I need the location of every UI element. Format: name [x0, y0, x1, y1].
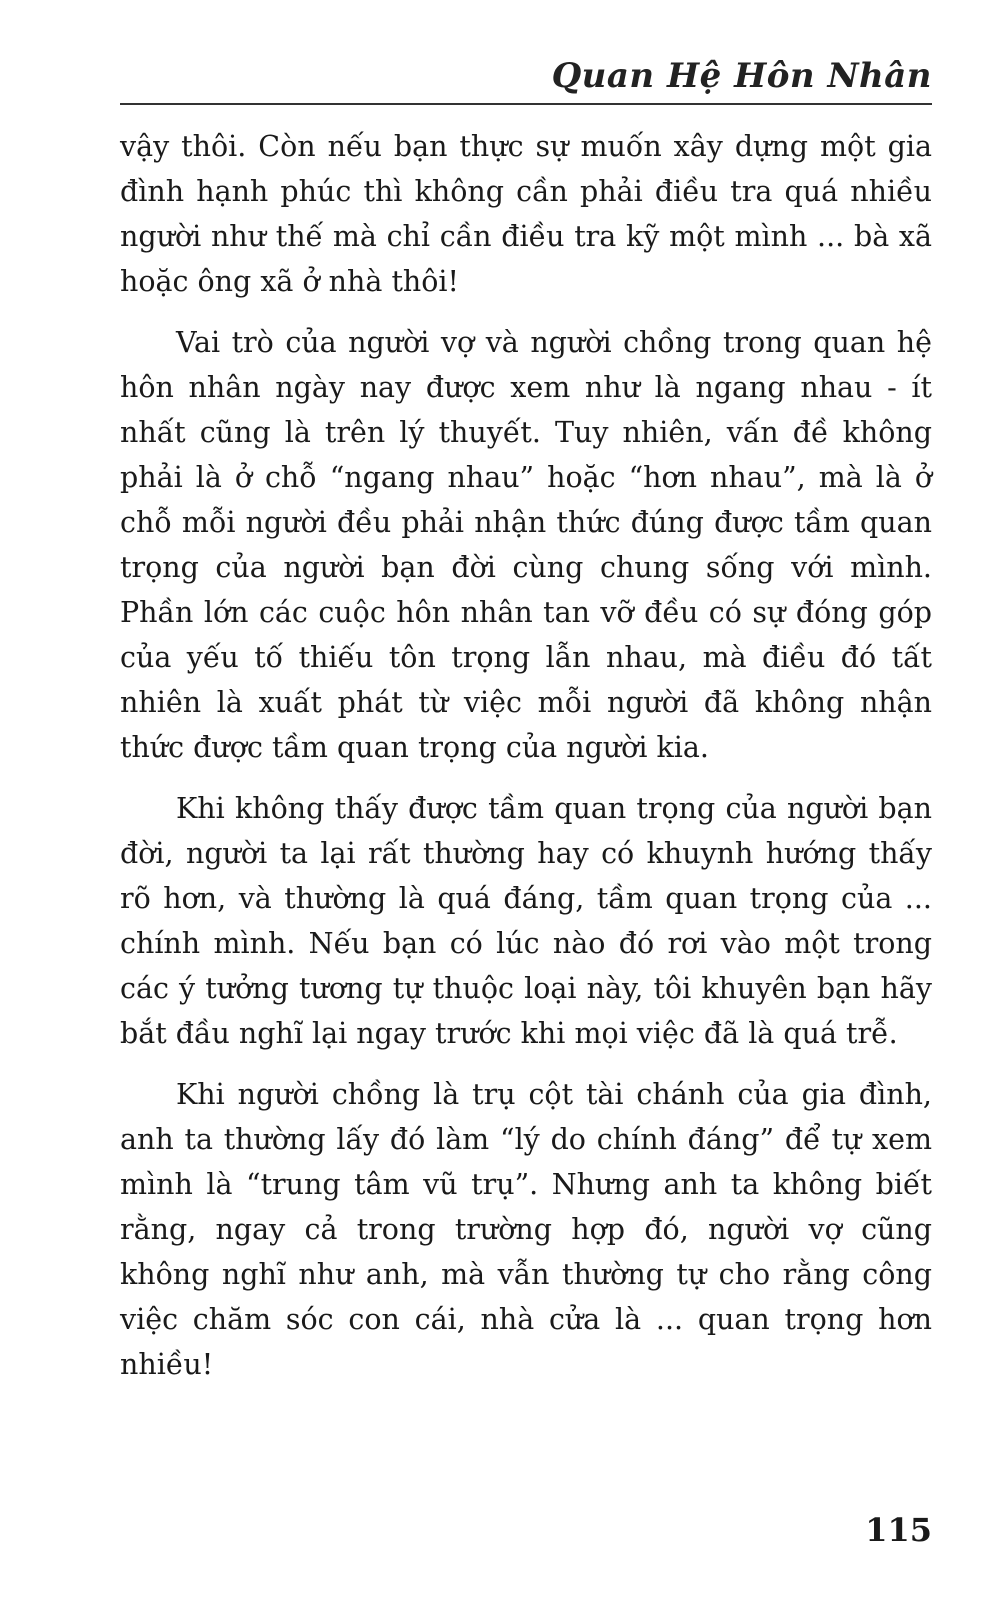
header-divider — [120, 103, 932, 105]
running-header-title: Quan Hệ Hôn Nhân — [551, 56, 932, 96]
paragraph-husband: Khi người chồng là trụ cột tài chánh của gia đình, anh ta thường lấy đó làm “lý do chính đáng” để tự xem mình là “trung tâm vũ trụ”. Nhưng anh ta không biết rằng, ngay cả trong trường hợp đó, người vợ cũng không nghĩ như anh, mà vẫn thường tự cho rằng công việc chăm sóc con cái, nhà cửa là ... quan trọng hơn nhiều! — [120, 1078, 932, 1381]
body-text — [120, 124, 932, 1403]
paragraph-continued: vậy thôi. Còn nếu bạn thực sự muốn xây dựng một gia đình hạnh phúc thì không cần phải điều tra quá nhiều người như thế mà chỉ cần điều tra kỹ một mình ... bà xã hoặc ông xã ở nhà thôi! — [120, 130, 932, 298]
paragraph-roles: Vai trò của người vợ và người chồng trong quan hệ hôn nhân ngày nay được xem như là ngang nhau - ít nhất cũng là trên lý thuyết. Tuy nhiên, vấn đề không phải là ở chỗ “ngang nhau” hoặc “hơn nhau”, mà là ở chỗ mỗi người đều phải nhận thức đúng được tầm quan trọng của người bạn đời cùng chung sống với mình. Phần lớn các cuộc hôn nhân tan vỡ đều có sự đóng góp của yếu tố thiếu tôn trọng lẫn nhau, mà điều đó tất nhiên là xuất phát từ việc mỗi người đã không nhận thức được tầm quan trọng của người kia. — [120, 326, 932, 764]
page-number: 115 — [865, 1511, 932, 1549]
paragraph-importance: Khi không thấy được tầm quan trọng của người bạn đời, người ta lại rất thường hay có khuynh hướng thấy rõ hơn, và thường là quá đáng, tầm quan trọng của ... chính mình. Nếu bạn có lúc nào đó rơi vào một trong các ý tưởng tương tự thuộc loại này, tôi khuyên bạn hãy bắt đầu nghĩ lại ngay trước khi mọi việc đã là quá trễ. — [120, 792, 932, 1050]
